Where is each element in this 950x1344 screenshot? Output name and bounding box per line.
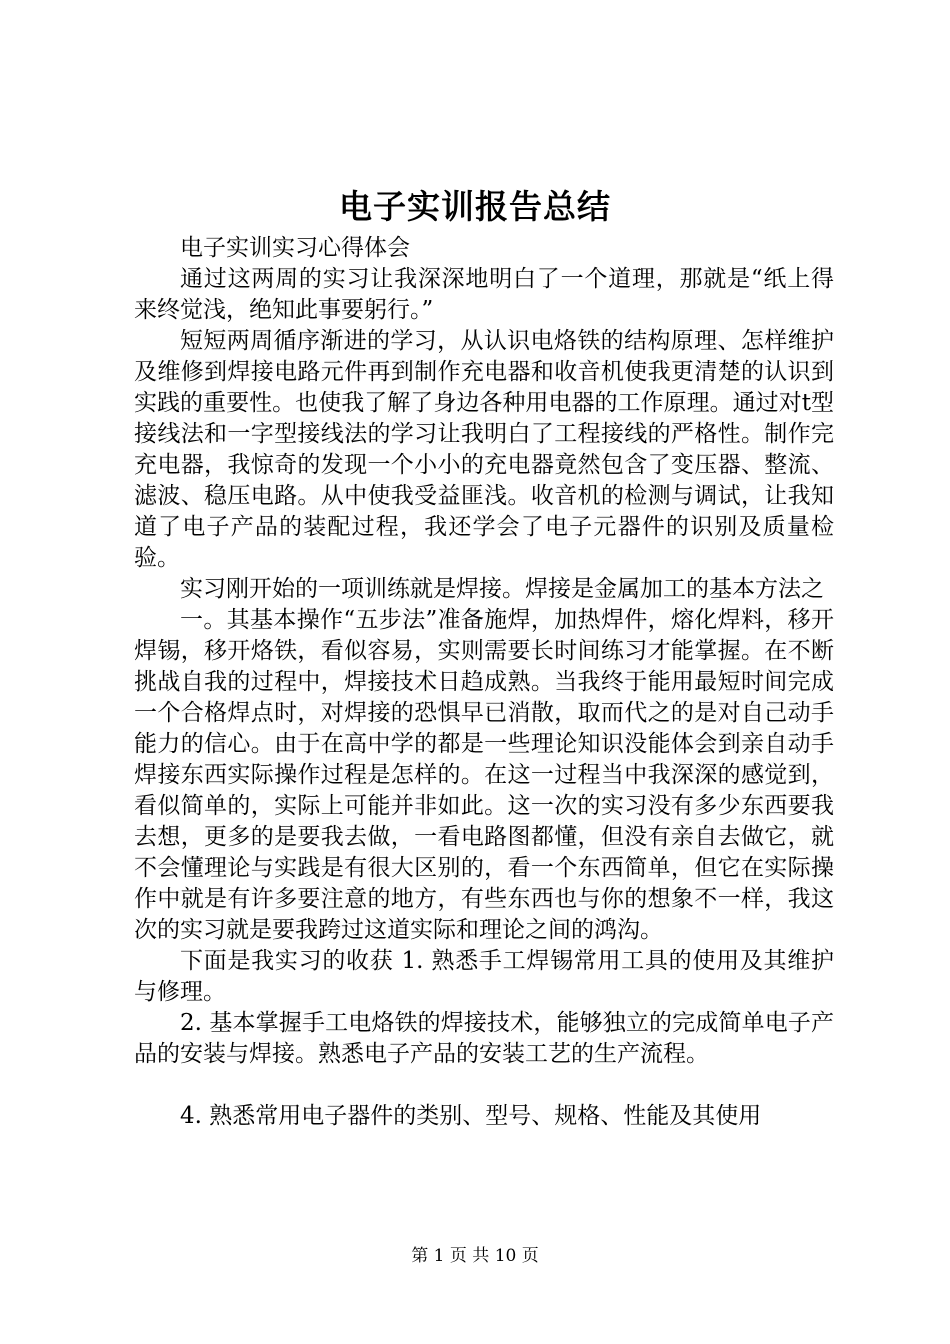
paragraph: 4. 熟悉常用电子器件的类别、型号、规格、性能及其使用 bbox=[180, 1103, 762, 1129]
paragraph: 下面是我实习的收获 1. 熟悉手工焊锡常用工具的使用及其维护与修理。 bbox=[134, 948, 834, 1005]
paragraph: 短短两周循序渐进的学习，从认识电烙铁的结构原理、怎样维护及维修到焊接电路元件再到制作充电器和收音机使我更清楚的认识到实践的重要性。也使我了解了身边各种用电器的工作原理。通过对t型接线法和一字型接线法的学习让我明白了工程接线的严格性。制作完充电器，我惊奇的发现一个小小的充电器竟然包含了变压器、整流、滤波、稳压电路。从中使我受益匪浅。收音机的检测与调试，让我知道了电子产品的装配过程，我还学会了电子元器件的识别及质量检验。 bbox=[134, 328, 834, 571]
paragraph: 实习刚开始的一项训练就是焊接。焊接是金属加工的基本方法之 bbox=[180, 576, 824, 602]
paragraph: 一。其基本操作“五步法”准备施焊，加热焊件，熔化焊料，移开焊锡，移开烙铁，看似容易，实则需要长时间练习才能掌握。在不断挑战自我的过程中，焊接技术日趋成熟。当我终于能用最短时间完成一个合格焊点时，对焊接的恐惧早已消散，取而代之的是对自己动手能力的信心。由于在高中学的都是一些理论知识没能体会到亲自动手焊接东西实际操作过程是怎样的。在这一过程当中我深深的感觉到，看似简单的，实际上可能并非如此。这一次的实习没有多少东西要我去想，更多的是要我去做，一看电路图都懂，但没有亲自去做它，就不会懂理论与实践是有很大区别的，看一个东西简单，但它在实际操作中就是有许多要注意的地方，有些东西也与你的想象不一样，我这次的实习就是要我跨过这道实际和理论之间的鸿沟。 bbox=[134, 607, 834, 943]
document-body bbox=[134, 233, 834, 1132]
page-indicator: 第 1 页 共 10 页 bbox=[411, 1246, 539, 1266]
paragraph-subtitle: 电子实训实习心得体会 bbox=[180, 235, 410, 261]
paragraph: 2. 基本掌握手工电烙铁的焊接技术，能够独立的完成简单电子产品的安装与焊接。熟悉电子产品的安装工艺的生产流程。 bbox=[134, 1010, 834, 1067]
document-title: 电子实训报告总结 bbox=[339, 187, 611, 226]
paragraph: 通过这两周的实习让我深深地明白了一个道理，那就是“纸上得来终觉浅，绝知此事要躬行。” bbox=[134, 266, 834, 323]
